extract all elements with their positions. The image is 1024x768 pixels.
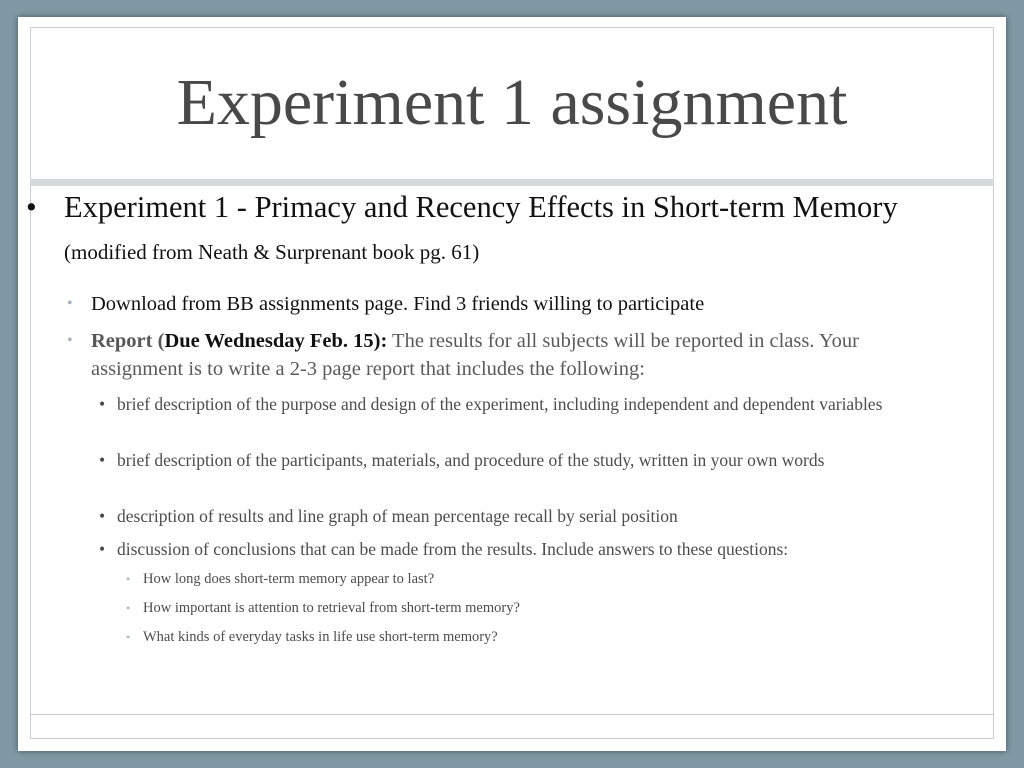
download-text: Download from BB assignments page. Find 3 friends willing to participate — [91, 293, 705, 315]
bullet-report — [67, 327, 941, 383]
question-text: What kinds of everyday tasks in life use short-term memory? — [143, 629, 498, 645]
question-1 — [126, 569, 923, 589]
report-item-text: discussion of conclusions that can be made from the results. Include answers to these questions: — [117, 539, 789, 559]
question-text: How long does short-term memory appear to last? — [143, 571, 435, 587]
report-item-text: brief description of the participants, materials, and procedure of the study, written in your own words — [117, 450, 825, 470]
bullet-dot-icon: • — [126, 630, 131, 644]
report-item-3 — [99, 504, 937, 528]
report-item-text: description of results and line graph of mean percentage recall by serial position — [117, 506, 678, 526]
bullet-dot-icon: • — [99, 394, 106, 414]
experiment-heading: Experiment 1 - Primacy and Recency Effects in Short-term Memory — [64, 190, 898, 224]
slide-title: Experiment 1 assignment — [176, 66, 848, 139]
bullet-download — [67, 290, 941, 318]
report-item-2 — [99, 448, 937, 472]
bullet-dot-icon: • — [67, 332, 73, 349]
report-item-text: brief description of the purpose and design of the experiment, including independent and dependent variables — [117, 394, 883, 414]
bullet-dot-icon: • — [126, 572, 131, 586]
bullet-dot-icon: • — [99, 450, 106, 470]
footer-box — [30, 714, 994, 739]
source-note: (modified from Neath & Surprenant book pg. 61) — [64, 240, 480, 264]
title-box — [30, 27, 994, 179]
report-due-date: Due Wednesday Feb. 15): — [164, 330, 388, 352]
bullet-dot-icon: • — [126, 601, 131, 615]
question-text: How important is attention to retrieval from short-term memory? — [143, 600, 520, 616]
report-item-1 — [99, 392, 937, 416]
title-divider — [30, 179, 994, 186]
report-text: The results for all subjects will be reported in class. Your assignment is to write a 2-3 page report that includes the following: — [91, 330, 859, 380]
report-item-4 — [99, 537, 937, 561]
bullet-experiment-1 — [26, 186, 944, 273]
question-3 — [126, 627, 923, 647]
bullet-dot-icon: • — [99, 506, 106, 526]
question-2 — [126, 598, 923, 618]
bullet-dot-icon: • — [26, 190, 37, 224]
report-label: Report ( — [91, 330, 165, 352]
bullet-dot-icon: • — [99, 539, 106, 559]
bullet-dot-icon: • — [67, 295, 73, 312]
